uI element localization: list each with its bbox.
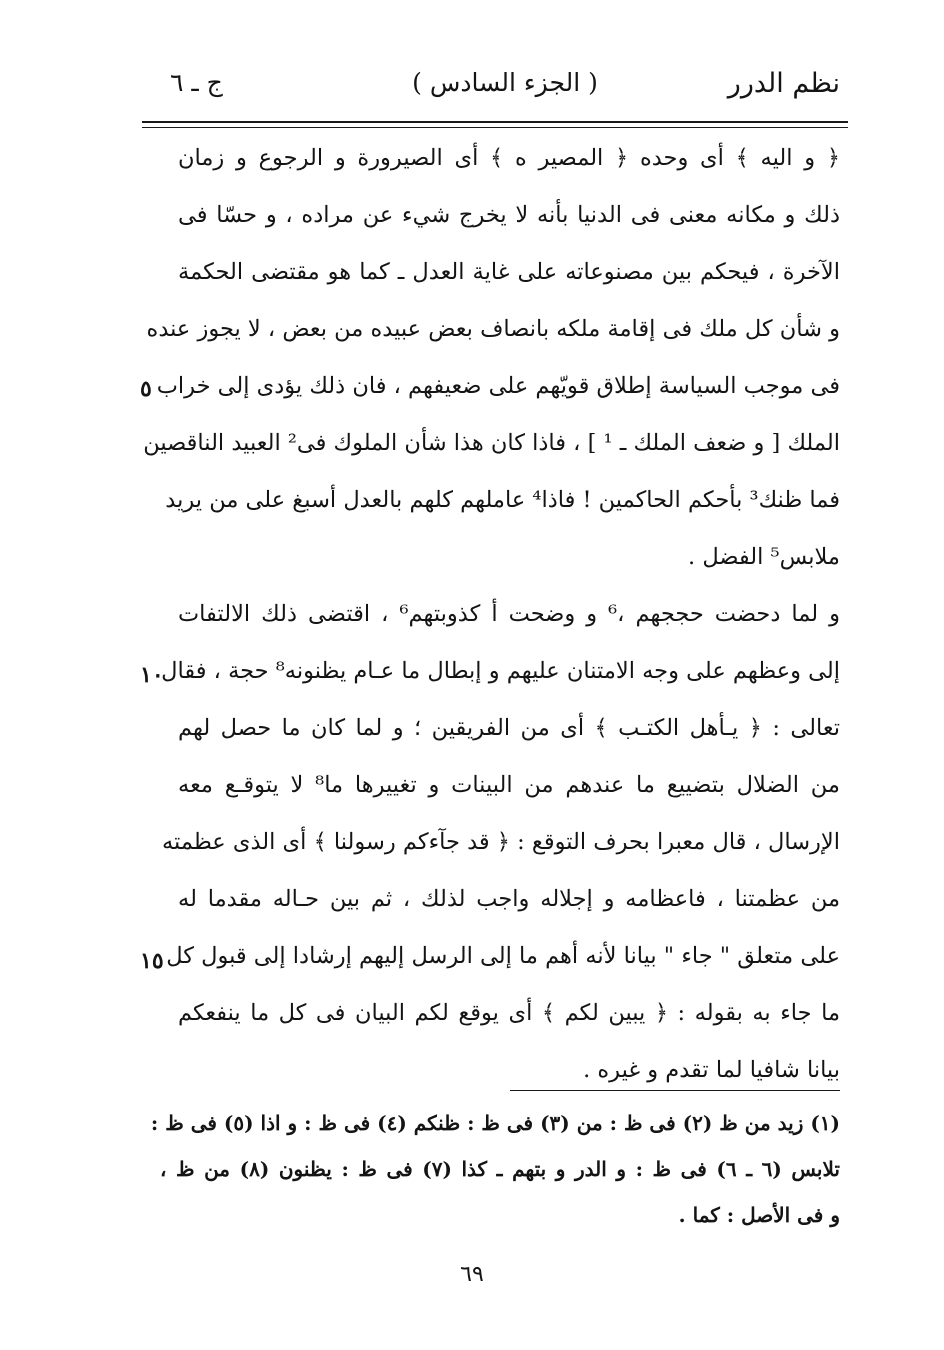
- text-line: على متعلق " جاء " بيانا لأنه أهم ما إلى الرسل إليهم إرشادا إلى قبول كل: [166, 943, 840, 969]
- text-line: و لما دحضت حججهم ،⁶ و وضحت أ كذوبتهم⁶ ، اقتضى ذلك الالتفات: [178, 601, 840, 627]
- text-line: تعالى : ﴿ يـأهل الكتـب ﴾ أى من الفريقين ؛ و لما كان ما حصل لهم: [178, 715, 840, 741]
- volume-name: ( الجزء السادس ): [412, 68, 598, 97]
- text-line: الإرسال ، قال معبرا بحرف التوقع : ﴿ قد جآءكم رسولنا ﴾ أى الذى عظمته: [161, 829, 840, 855]
- line-number-10: ١٠: [140, 662, 164, 688]
- text-line: ﴿ و اليه ﴾ أى وحده ﴿ المصير ه ﴾ أى الصيرورة و الرجوع و زمان: [178, 145, 840, 171]
- volume-ref: ج ـ ٦: [170, 68, 223, 97]
- footnotes: [150, 1100, 840, 1238]
- text-line: بيانا شافيا لما تقدم و غيره .: [583, 1057, 840, 1083]
- footnote-rule: [510, 1090, 840, 1091]
- text-line: ما جاء به بقوله : ﴿ يبين لكم ﴾ أى يوقع لكم البيان فى كل ما ينفعكم: [178, 1000, 840, 1026]
- text-line: فما ظنك³ بأحكم الحاكمين ! فاذا⁴ عاملهم كلهم بالعدل أسبغ على من يريد: [165, 487, 840, 513]
- footnote-line: تلابس (٦ ـ ٦) فى ظ : و الدر و بتهم ـ كذا (٧) فى ظ : يظنون (٨) من ظ ،: [160, 1157, 840, 1181]
- text-line: و شأن كل ملك فى إقامة ملكه بانصاف بعض عبيده من بعض ، لا يجوز عنده: [146, 316, 840, 342]
- page-number: ٦٩: [460, 1262, 484, 1287]
- text-line: الملك [ و ضعف الملك ـ ¹ ] ، فاذا كان هذا شأن الملوك فى² العبيد الناقصين: [143, 430, 840, 456]
- line-number-5: ٥: [140, 376, 152, 402]
- line-number-15: ١٥: [140, 948, 164, 974]
- text-line: من الضلال بتضييع ما عندهم من البينات و تغييرها ما⁸ لا يتوقـع معه: [178, 772, 840, 798]
- book-title: نظم الدرر: [727, 68, 840, 99]
- header-rule-thick: [142, 121, 848, 123]
- header-rule-thin: [142, 127, 848, 128]
- text-line: الآخرة ، فيحكم بين مصنوعاته على غاية العدل ـ كما هو مقتضى الحكمة: [178, 259, 840, 285]
- text-line: ذلك و مكانه معنى فى الدنيا بأنه لا يخرج شيء عن مراده ، و حسّا فى: [178, 202, 840, 228]
- text-line: إلى وعظهم على وجه الامتنان عليهم و إبطال ما عـام يظنونه⁸ حجة ، فقال: [161, 658, 840, 684]
- running-header: [170, 68, 840, 108]
- text-line: من عظمتنا ، فاعظامه و إجلاله واجب لذلك ، ثم بين حـاله مقدما له: [178, 886, 840, 912]
- footnote-line: و فى الأصل : كما .: [678, 1203, 840, 1227]
- text-line: فى موجب السياسة إطلاق قويّهم على ضعيفهم ، فان ذلك يؤدى إلى خراب: [156, 373, 840, 399]
- text-line: ملابس⁵ الفضل .: [688, 544, 840, 570]
- footnote-line: (١) زيد من ظ (٢) فى ظ : من (٣) فى ظ : ظنكم (٤) فى ظ : و اذا (٥) فى ظ :: [150, 1111, 840, 1135]
